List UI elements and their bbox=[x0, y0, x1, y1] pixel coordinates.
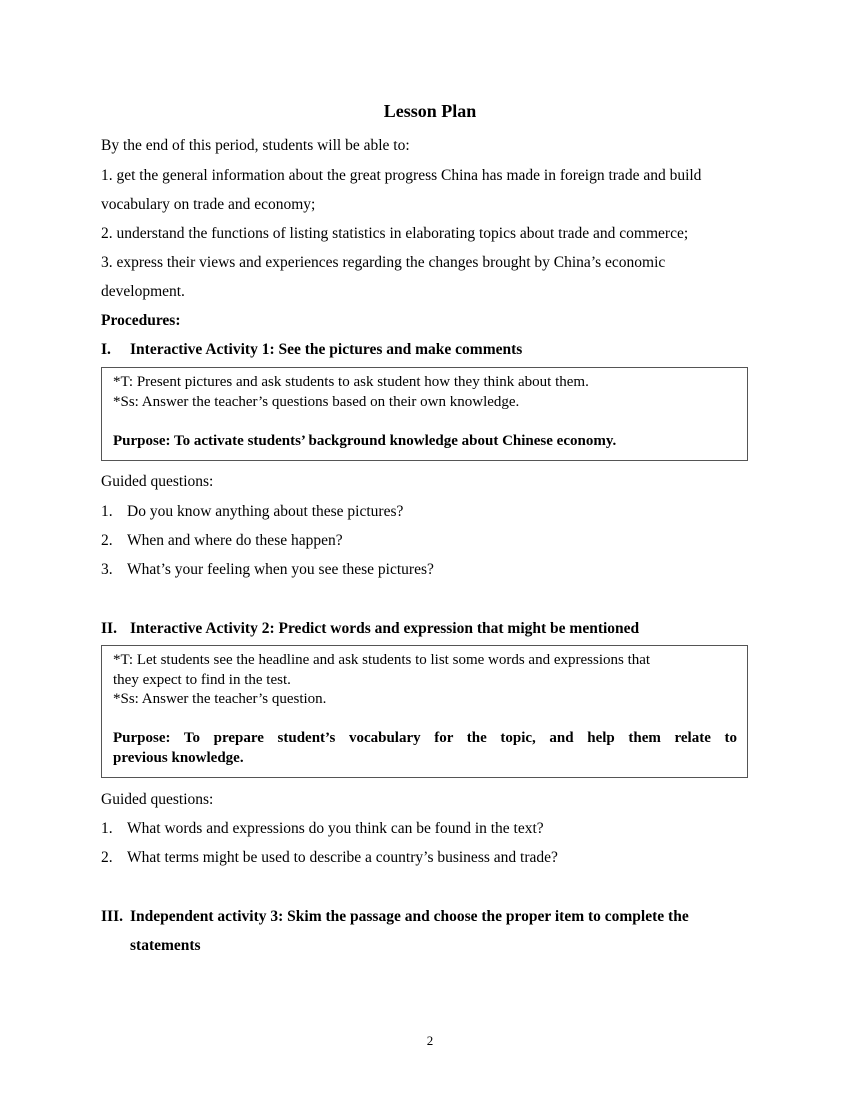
box-line: *Ss: Answer the teacher’s question. bbox=[113, 691, 327, 707]
box-line: they expect to find in the test. bbox=[113, 671, 291, 688]
question-number: 1. bbox=[101, 503, 113, 520]
question-text: What terms might be used to describe a country’s business and trade? bbox=[127, 849, 558, 866]
activity1-numeral: I. bbox=[101, 341, 111, 358]
activity2-purpose-continued: previous knowledge. bbox=[113, 749, 244, 766]
objective-line: vocabulary on trade and economy; bbox=[101, 196, 316, 213]
page-number: 2 bbox=[426, 1033, 434, 1048]
activity1-heading: Interactive Activity 1: See the pictures and make comments bbox=[130, 341, 523, 358]
objective-line: 2. understand the functions of listing statistics in elaborating topics about trade and commerce; bbox=[101, 225, 689, 242]
box-line: *Ss: Answer the teacher’s questions based on their own knowledge. bbox=[113, 393, 520, 410]
activity2-numeral: II. bbox=[101, 620, 117, 637]
guided-questions-label: Guided questions: bbox=[101, 473, 214, 490]
activity1-purpose: Purpose: To activate students’ background knowledge about Chinese economy. bbox=[113, 432, 617, 449]
question-text: What’s your feeling when you see these pictures? bbox=[127, 561, 434, 578]
objective-line: 1. get the general information about the great progress China has made in foreign trade and build bbox=[101, 167, 702, 184]
activity2-purpose: Purpose: To prepare student’s vocabulary for the topic, and help them relate to bbox=[113, 730, 737, 746]
box-line: *T: Present pictures and ask students to ask student how they think about them. bbox=[113, 374, 589, 390]
question-number: 2. bbox=[101, 532, 113, 549]
question-text: When and where do these happen? bbox=[127, 532, 343, 549]
question-text: Do you know anything about these pictures? bbox=[127, 503, 404, 520]
objective-line: 3. express their views and experiences regarding the changes brought by China’s economic bbox=[101, 254, 666, 271]
activity3-heading: Independent activity 3: Skim the passage and choose the proper item to complete the bbox=[130, 908, 689, 925]
activity3-heading-continued: statements bbox=[130, 937, 201, 954]
procedures-label: Procedures: bbox=[101, 312, 181, 329]
question-number: 1. bbox=[101, 820, 113, 837]
objective-line: development. bbox=[101, 283, 185, 300]
page-title: Lesson Plan bbox=[383, 101, 477, 121]
guided-questions-label: Guided questions: bbox=[101, 791, 214, 808]
question-number: 3. bbox=[101, 561, 113, 578]
activity3-numeral: III. bbox=[101, 908, 123, 925]
activity2-heading: Interactive Activity 2: Predict words and expression that might be mentioned bbox=[130, 620, 640, 637]
question-text: What words and expressions do you think can be found in the text? bbox=[127, 820, 544, 837]
activity1-box bbox=[101, 367, 748, 461]
intro-text: By the end of this period, students will be able to: bbox=[101, 137, 410, 154]
box-line: *T: Let students see the headline and ask students to list some words and expressions that bbox=[113, 652, 651, 668]
activity2-box bbox=[101, 645, 748, 778]
question-number: 2. bbox=[101, 849, 113, 866]
